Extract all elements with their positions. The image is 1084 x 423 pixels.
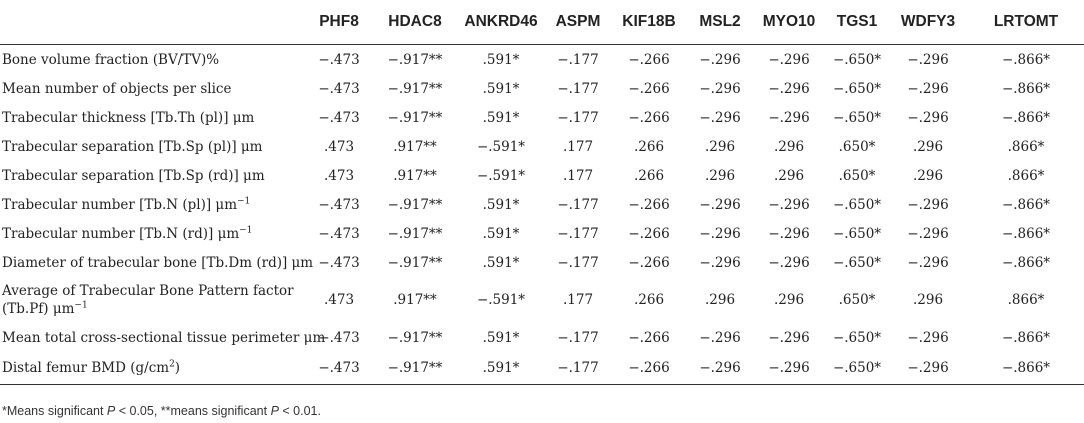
row-label-text: Mean number of objects per slice	[2, 80, 232, 97]
cell-lrtomt: −.866*	[1001, 225, 1051, 242]
cell-wdfy3: −.296	[907, 196, 949, 213]
cell-hdac8: −.917**	[387, 329, 443, 346]
row-label	[0, 103, 304, 132]
cell-phf8: −.473	[318, 329, 360, 346]
cell-hdac8: −.917**	[387, 51, 443, 68]
cell-tgs1: −.650*	[832, 109, 882, 126]
cell-wdfy3: −.296	[907, 109, 949, 126]
column-header-kif18b: KIF18B	[610, 0, 688, 45]
cell-wdfy3: −.296	[888, 352, 968, 385]
cell-aspm: −.177	[557, 329, 599, 346]
cell-myo10: .296	[773, 167, 805, 184]
cell-kif18b: −.266	[628, 80, 670, 97]
cell-ankrd46: .591*	[482, 80, 520, 97]
cell-kif18b: −.266	[610, 352, 688, 385]
column-header-myo10: MYO10	[752, 0, 826, 45]
cell-ankrd46: .591*	[456, 352, 546, 385]
cell-msl2: .296	[704, 292, 736, 308]
cell-phf8: −.473	[318, 225, 360, 242]
cell-aspm: .177	[562, 167, 594, 184]
table-row	[0, 161, 1084, 190]
cell-hdac8: −.917**	[387, 254, 443, 271]
row-label	[0, 132, 304, 161]
cell-ankrd46: −.591*	[476, 292, 526, 308]
cell-kif18b: −.266	[628, 225, 670, 242]
cell-phf8: −.473	[318, 80, 360, 97]
footnote-p2: P	[270, 404, 279, 418]
cell-ankrd46: .591*	[482, 51, 520, 68]
cell-myo10: −.296	[768, 51, 810, 68]
cell-kif18b: −.266	[628, 196, 670, 213]
row-label	[0, 74, 304, 103]
cell-tgs1: −.650*	[832, 196, 882, 213]
column-header-label	[0, 0, 304, 45]
cell-lrtomt: .866*	[1007, 138, 1045, 155]
column-header-ankrd46: ANKRD46	[456, 0, 546, 45]
cell-aspm: −.177	[557, 196, 599, 213]
cell-lrtomt: −.866*	[1001, 254, 1051, 271]
row-label-superscript: −1	[237, 196, 251, 206]
cell-ankrd46: −.591*	[476, 138, 526, 155]
cell-msl2: −.296	[688, 352, 752, 385]
cell-hdac8: −.917**	[387, 80, 443, 97]
row-label	[0, 190, 304, 219]
cell-tgs1: .650*	[838, 167, 876, 184]
row-label-text: Distal femur BMD (g/cm	[2, 360, 170, 376]
cell-myo10: .296	[773, 138, 805, 155]
table-row	[0, 103, 1084, 132]
cell-aspm: −.177	[557, 225, 599, 242]
cell-wdfy3: −.296	[907, 254, 949, 271]
cell-msl2: −.296	[699, 51, 741, 68]
row-label-text: Trabecular separation [Tb.Sp (pl)] μm	[2, 138, 263, 155]
row-label-text: Diameter of trabecular bone [Tb.Dm (rd)] μm	[2, 254, 314, 271]
cell-ankrd46: .591*	[482, 254, 520, 271]
cell-lrtomt: −.866*	[1001, 80, 1051, 97]
cell-ankrd46: .591*	[482, 196, 520, 213]
row-label	[0, 219, 304, 248]
cell-kif18b: −.266	[628, 254, 670, 271]
cell-kif18b: .266	[633, 138, 665, 155]
column-header-phf8: PHF8	[304, 0, 374, 45]
cell-msl2: −.296	[699, 80, 741, 97]
cell-msl2: −.296	[699, 109, 741, 126]
cell-wdfy3: .296	[912, 292, 944, 308]
footnote-part2: < 0.05, **means significant	[115, 404, 271, 418]
row-label-text: Trabecular number [Tb.N (rd)] μm	[2, 225, 240, 242]
table-row	[0, 45, 1084, 75]
footnote-p1: P	[106, 404, 116, 418]
cell-ankrd46: −.591*	[476, 167, 526, 184]
cell-lrtomt: −.866*	[968, 352, 1084, 385]
cell-phf8: −.473	[318, 109, 360, 126]
cell-kif18b: .266	[633, 167, 665, 184]
row-label	[0, 323, 326, 352]
row-label-superscript: −1	[239, 225, 253, 235]
row-label-text: Trabecular separation [Tb.Sp (rd)] μm	[2, 167, 265, 184]
cell-msl2: −.296	[699, 196, 741, 213]
column-header-msl2: MSL2	[688, 0, 752, 45]
cell-msl2: −.296	[699, 329, 741, 346]
cell-phf8: −.473	[318, 254, 360, 271]
cell-tgs1: −.650*	[832, 254, 882, 271]
cell-myo10: −.296	[768, 254, 810, 271]
row-label-text: Trabecular thickness [Tb.Th (pl)] μm	[2, 109, 255, 126]
row-label-text: Trabecular number [Tb.N (pl)] μm	[2, 196, 238, 213]
cell-aspm: .177	[562, 138, 594, 155]
table-row	[0, 248, 1084, 277]
cell-myo10: −.296	[752, 352, 826, 385]
cell-msl2: .296	[704, 167, 736, 184]
row-label	[0, 45, 304, 75]
row-label	[0, 352, 304, 385]
cell-ankrd46: .591*	[482, 329, 520, 346]
cell-hdac8: .917**	[393, 167, 437, 184]
table-row	[0, 132, 1084, 161]
row-label	[0, 161, 304, 190]
column-header-lrtomt: LRTOMT	[968, 0, 1084, 45]
table-row	[0, 352, 1084, 385]
row-label	[0, 277, 304, 323]
row-label-superscript: 2	[169, 359, 175, 370]
cell-phf8: .473	[323, 138, 355, 155]
table-row	[0, 323, 1084, 352]
footnote-part1: *Means significant	[2, 404, 107, 418]
cell-msl2: .296	[704, 138, 736, 155]
cell-wdfy3: −.296	[907, 80, 949, 97]
footnote-part3: < 0.01.	[278, 404, 321, 418]
table-body	[0, 45, 1084, 385]
table-row	[0, 190, 1084, 219]
row-label-suffix: )	[174, 360, 181, 376]
cell-lrtomt: −.866*	[1001, 329, 1051, 346]
cell-tgs1: −.650*	[826, 352, 888, 385]
cell-tgs1: −.650*	[832, 329, 882, 346]
cell-tgs1: .650*	[838, 292, 876, 308]
cell-myo10: −.296	[768, 109, 810, 126]
cell-kif18b: −.266	[628, 51, 670, 68]
cell-hdac8: −.917**	[387, 225, 443, 242]
cell-myo10: −.296	[768, 80, 810, 97]
cell-ankrd46: .591*	[482, 225, 520, 242]
row-label-text: Average of Trabecular Bone Pattern factor (Tb.Pf) μm	[2, 283, 294, 317]
column-header-wdfy3: WDFY3	[888, 0, 968, 45]
cell-kif18b: −.266	[628, 109, 670, 126]
cell-ankrd46: .591*	[482, 109, 520, 126]
cell-wdfy3: .296	[912, 138, 944, 155]
cell-myo10: −.296	[768, 329, 810, 346]
cell-phf8: −.473	[318, 196, 360, 213]
cell-aspm: −.177	[557, 51, 599, 68]
cell-lrtomt: .866*	[1007, 292, 1045, 308]
row-label-superscript: −1	[74, 300, 88, 311]
cell-wdfy3: −.296	[907, 225, 949, 242]
cell-lrtomt: .866*	[1007, 167, 1045, 184]
cell-hdac8: −.917**	[387, 196, 443, 213]
table-row	[0, 219, 1084, 248]
cell-phf8: .473	[323, 167, 355, 184]
column-header-aspm: ASPM	[546, 0, 610, 45]
cell-msl2: −.296	[699, 225, 741, 242]
cell-tgs1: −.650*	[832, 51, 882, 68]
cell-kif18b: −.266	[628, 329, 670, 346]
column-header-tgs1: TGS1	[826, 0, 888, 45]
cell-lrtomt: −.866*	[1001, 51, 1051, 68]
cell-hdac8: −.917**	[387, 109, 443, 126]
header-row	[0, 0, 1084, 45]
cell-tgs1: −.650*	[832, 80, 882, 97]
cell-lrtomt: −.866*	[1001, 196, 1051, 213]
row-label-text: Mean total cross-sectional tissue perimeter μm	[2, 329, 326, 346]
cell-msl2: −.296	[699, 254, 741, 271]
cell-wdfy3: −.296	[907, 329, 949, 346]
cell-kif18b: .266	[633, 292, 665, 308]
cell-phf8: .473	[323, 292, 355, 308]
row-label	[0, 248, 314, 277]
cell-wdfy3: .296	[912, 167, 944, 184]
cell-myo10: −.296	[768, 196, 810, 213]
cell-myo10: −.296	[768, 225, 810, 242]
cell-hdac8: .917**	[393, 292, 437, 308]
column-header-hdac8: HDAC8	[374, 0, 456, 45]
table-footnote	[2, 404, 321, 418]
cell-hdac8: −.917**	[374, 352, 456, 385]
cell-phf8: −.473	[318, 51, 360, 68]
cell-lrtomt: −.866*	[1001, 109, 1051, 126]
cell-wdfy3: −.296	[907, 51, 949, 68]
cell-aspm: −.177	[557, 254, 599, 271]
cell-aspm: −.177	[557, 109, 599, 126]
cell-aspm: −.177	[546, 352, 610, 385]
table-row	[0, 277, 1084, 323]
cell-phf8: −.473	[304, 352, 374, 385]
cell-tgs1: .650*	[838, 138, 876, 155]
cell-hdac8: .917**	[393, 138, 437, 155]
cell-tgs1: −.650*	[832, 225, 882, 242]
cell-aspm: −.177	[557, 80, 599, 97]
cell-aspm: .177	[562, 292, 594, 308]
row-label-text: Bone volume fraction (BV/TV)%	[2, 51, 220, 68]
table-row	[0, 74, 1084, 103]
cell-myo10: .296	[773, 292, 805, 308]
